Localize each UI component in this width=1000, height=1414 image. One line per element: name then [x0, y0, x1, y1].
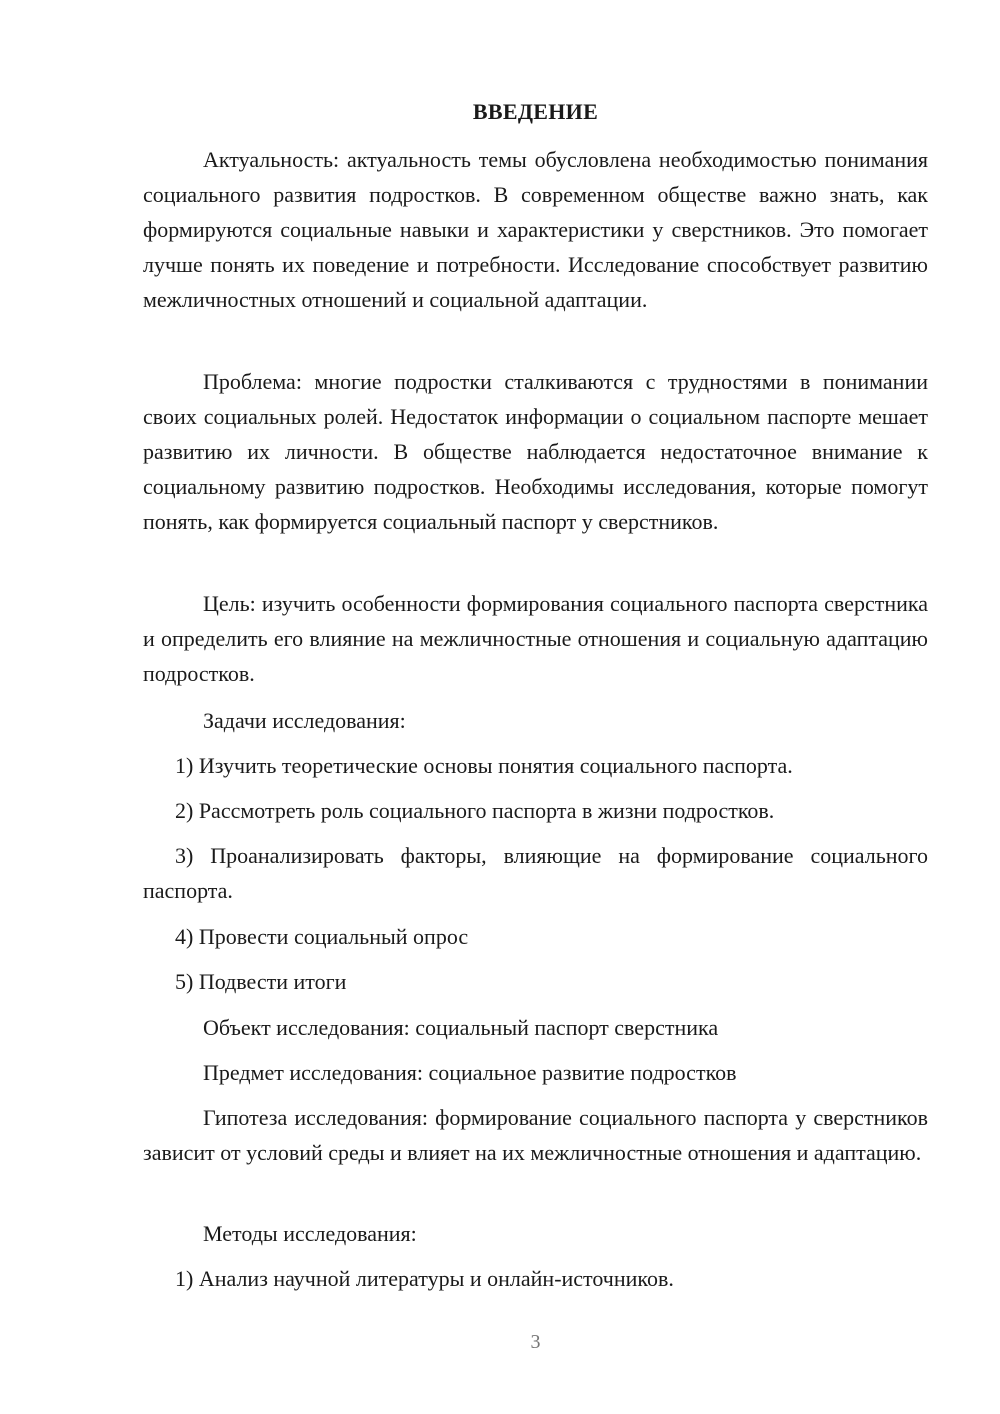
task-item-2: 2) Рассмотреть роль социального паспорта в жизни подростков.	[175, 798, 775, 823]
hypothesis-paragraph: Гипотеза исследования: формирование социального паспорта у сверстников зависит от условий среды и влияет на их межличностные отношения и адаптацию.	[143, 1105, 928, 1165]
task-item-5: 5) Подвести итоги	[175, 969, 347, 994]
tasks-heading: Задачи исследования:	[203, 708, 406, 733]
problem-paragraph: Проблема: многие подростки сталкиваются с трудностями в понимании своих социальных ролей. Недостаток информации о социальном паспорте мешает развитию их личности. В обществе наблюдается недостаточное внимание к социальному развитию подростков. Необходимы исследования, которые помогут понять, как формируется социальный паспорт у сверстников.	[143, 369, 928, 534]
goal-paragraph: Цель: изучить особенности формирования социального паспорта сверстника и определить его влияние на межличностные отношения и социальную адаптацию подростков.	[143, 591, 928, 686]
section-heading: ВВЕДЕНИЕ	[472, 99, 599, 124]
methods-heading: Методы исследования:	[203, 1221, 417, 1246]
page-number: 3	[530, 1331, 541, 1353]
relevance-paragraph: Актуальность: актуальность темы обусловлена необходимостью понимания социального развития подростков. В современном обществе важно знать, как формируются социальные навыки и характеристики у сверстников. Это помогает лучше понять их поведение и потребности. Исследование способствует развитию межличностных отношений и социальной адаптации.	[143, 147, 928, 312]
method-item-1: 1) Анализ научной литературы и онлайн-источников.	[175, 1266, 674, 1291]
task-item-4: 4) Провести социальный опрос	[175, 924, 469, 949]
task-item-1: 1) Изучить теоретические основы понятия социального паспорта.	[175, 753, 793, 778]
task-item-3: 3) Проанализировать факторы, влияющие на формирование социального паспорта.	[143, 843, 928, 903]
subject-paragraph: Предмет исследования: социальное развитие подростков	[203, 1060, 737, 1085]
object-paragraph: Объект исследования: социальный паспорт сверстника	[203, 1015, 719, 1040]
